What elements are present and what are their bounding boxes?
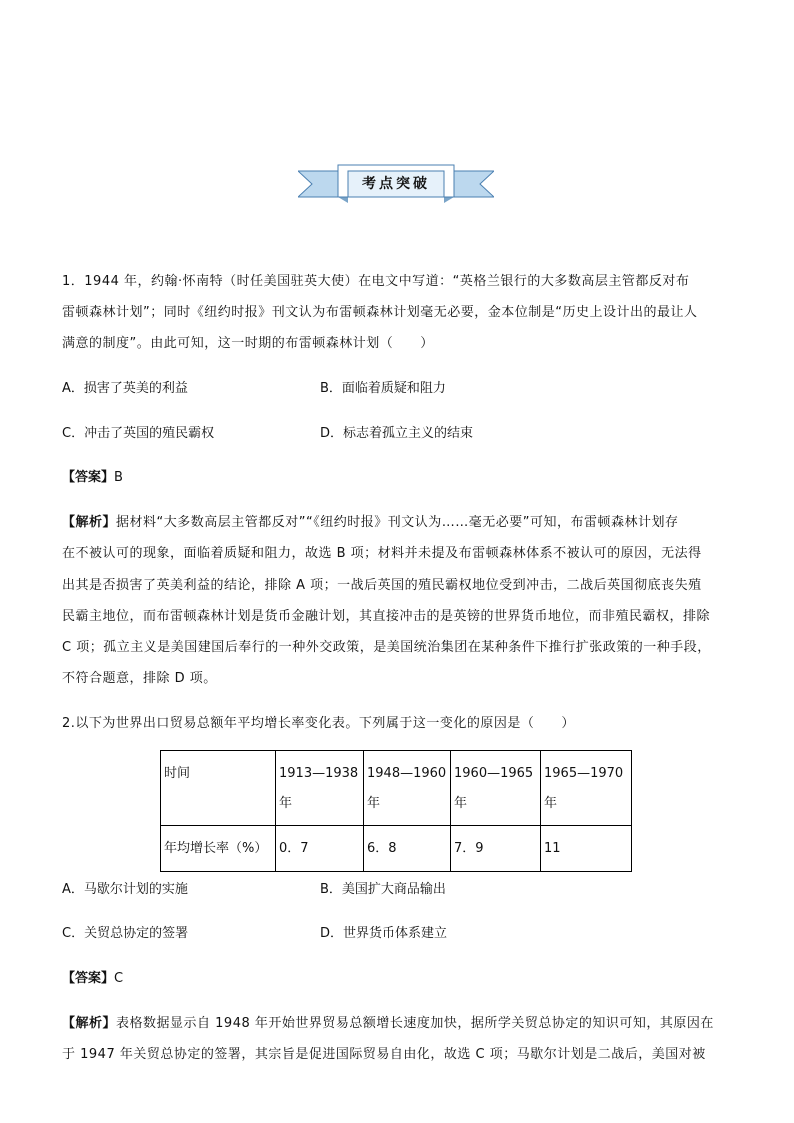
q1-analysis-line-4: 民霸主地位，而布雷顿森林计划是货币金融计划，其直接冲击的是英镑的世界货币地位，而非殖民霸权，排除 xyxy=(62,609,711,624)
q2-analysis-label: 【解析】 xyxy=(62,1016,117,1031)
q1-option-c: C．冲击了英国的殖民霸权 xyxy=(62,426,215,441)
q1-analysis-line-1 xyxy=(62,514,738,532)
q1-stem-line-1: 1．1944 年，约翰·怀南特（时任美国驻英大使）在电文中写道：“英格兰银行的大多数高层主管都反对布 xyxy=(62,274,690,289)
q1-stem-line-2: 雷顿森林计划”；同时《纽约时报》刊文认为布雷顿森林计划毫无必要，金本位制是“历史上设计出的最让人 xyxy=(62,305,698,320)
table-cell: 年均增长率（%） xyxy=(161,826,276,872)
q1-analysis-line-2: 在不被认可的现象，面临着质疑和阻力，故选 B 项；材料并未提及布雷顿森林体系不被认可的原因，无法得 xyxy=(62,546,702,561)
table-row xyxy=(161,826,632,872)
q1-answer-value: B xyxy=(114,470,123,485)
q1-analysis-line-6: 不符合题意，排除 D 项。 xyxy=(62,671,217,686)
table-header-row xyxy=(161,751,632,826)
q2-option-c: C．关贸总协定的签署 xyxy=(62,926,189,941)
section-banner xyxy=(298,163,494,205)
q2-analysis-text-1: 表格数据显示自 1948 年开始世界贸易总额增长速度加快，据所学关贸总协定的知识可知，其原因在 xyxy=(116,1016,714,1031)
table-header-cell: 时间 xyxy=(161,751,276,826)
q2-answer-label: 【答案】 xyxy=(62,971,115,986)
q1-analysis-text-1: 据材料“大多数高层主管都反对”“《纽约时报》刊文认为……毫无必要”可知，布雷顿森林计划存 xyxy=(116,515,679,530)
q2-option-b: B．美国扩大商品输出 xyxy=(320,882,446,897)
q1-analysis-label: 【解析】 xyxy=(62,515,117,530)
q2-option-d: D．世界货币体系建立 xyxy=(320,926,448,941)
q1-option-b: B．面临着质疑和阻力 xyxy=(320,381,446,396)
table-header-cell: 1965—1970年 xyxy=(541,751,632,826)
q2-stem: 2.以下为世界出口贸易总额年平均增长率变化表。下列属于这一变化的原因是（ ） xyxy=(62,716,575,731)
table-header-cell: 1960—1965年 xyxy=(451,751,541,826)
growth-rate-table xyxy=(160,750,632,872)
q1-option-d: D．标志着孤立主义的结束 xyxy=(320,426,474,441)
q2-analysis-line-1 xyxy=(62,1015,738,1033)
banner-title: 考点突破 xyxy=(362,176,430,192)
table-header-cell: 1913—1938年 xyxy=(276,751,364,826)
q1-stem-line-3: 满意的制度”。由此可知，这一时期的布雷顿森林计划（ ） xyxy=(62,336,434,351)
q1-analysis-line-3: 出其是否损害了英美利益的结论，排除 A 项；一战后英国的殖民霸权地位受到冲击，二战后英国彻底丧失殖 xyxy=(62,578,702,593)
table-cell: 6．8 xyxy=(364,826,451,872)
q1-answer xyxy=(62,469,123,487)
q1-answer-label: 【答案】 xyxy=(62,470,115,485)
q2-analysis-line-2: 于 1947 年关贸总协定的签署，其宗旨是促进国际贸易自由化，故选 C 项；马歇尔计划是二战后，美国对被 xyxy=(62,1047,706,1062)
q2-answer-value: C xyxy=(114,971,124,986)
q2-option-a: A．马歇尔计划的实施 xyxy=(62,882,188,897)
q1-analysis-line-5: C 项；孤立主义是美国建国后奉行的一种外交政策，是美国统治集团在某种条件下推行扩张政策的一种手段， xyxy=(62,640,711,655)
table-header-cell: 1948—1960年 xyxy=(364,751,451,826)
q1-option-a: A．损害了英美的利益 xyxy=(62,381,188,396)
table-cell: 11 xyxy=(541,826,632,872)
table-cell: 7．9 xyxy=(451,826,541,872)
q2-answer xyxy=(62,970,123,988)
table-cell: 0．7 xyxy=(276,826,364,872)
